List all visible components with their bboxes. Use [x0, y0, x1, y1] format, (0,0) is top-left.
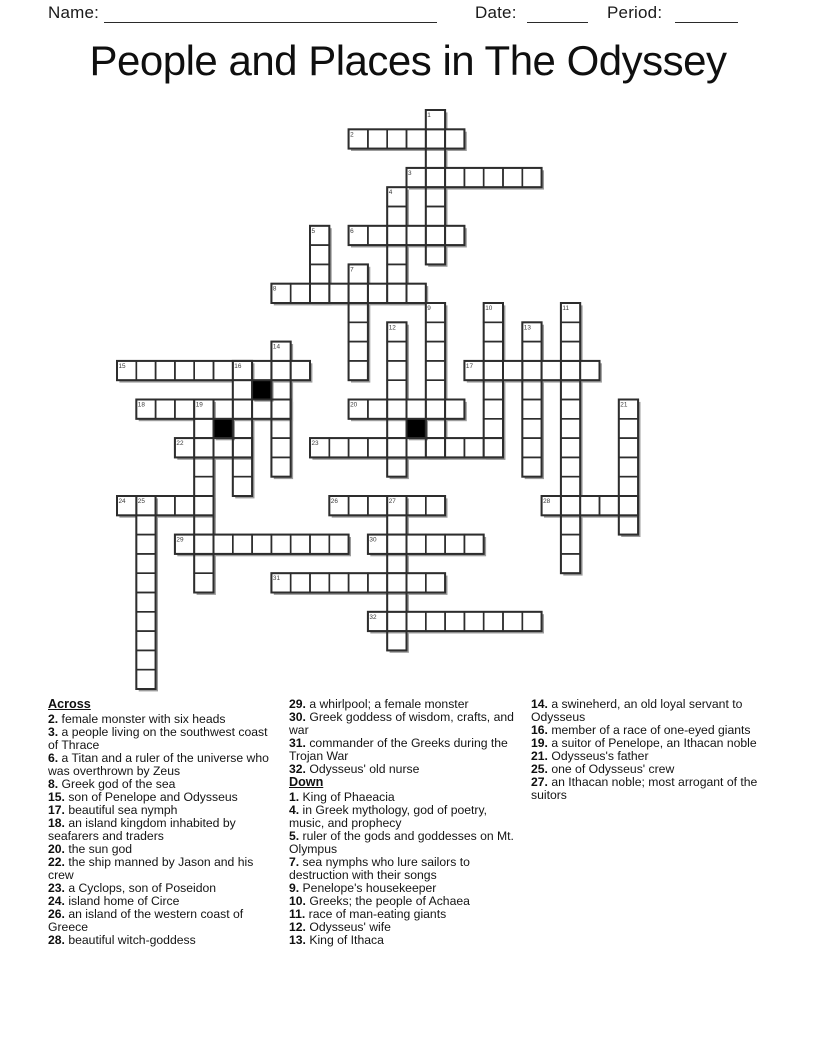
clue-down-14: 14. a swineherd, an old loyal servant to Odysseus [531, 697, 743, 724]
clue-list-heading-down: Down [289, 775, 324, 789]
clue-down-25: 25. one of Odysseus' crew [531, 762, 675, 776]
cell-number: 6 [350, 227, 354, 235]
cell-number: 16 [234, 362, 242, 370]
word-box [271, 573, 445, 592]
clues-column-down-cont [531, 698, 761, 802]
black-cell [252, 380, 271, 399]
cell-number: 5 [311, 227, 316, 235]
name-label: Name: [48, 3, 100, 22]
clue-across-30: 30. Greek goddess of wisdom, crafts, and war [289, 710, 514, 737]
cell-number: 25 [137, 498, 145, 505]
cell-number: 10 [485, 305, 493, 312]
word-box [117, 496, 214, 515]
clue-across-22: 22. the ship manned by Jason and his crew [48, 855, 254, 882]
clues-column-across [48, 698, 278, 947]
word-box [542, 496, 639, 515]
cell-number: 9 [427, 305, 431, 312]
clue-down-10: 10. Greeks; the people of Achaea [289, 894, 470, 908]
word-box [175, 535, 349, 554]
cell-number: 17 [465, 362, 474, 370]
clue-across-20: 20. the sun god [48, 842, 133, 856]
clue-down-27: 27. an Ithacan noble; most arrogant of the suitors [531, 775, 758, 802]
cell-number: 1 [427, 112, 431, 119]
cell-number: 3 [408, 169, 412, 177]
cell-number: 21 [620, 401, 628, 409]
clue-across-6: 6. a Titan and a ruler of the universe who was overthrown by Zeus [48, 751, 269, 778]
cell-number: 31 [272, 575, 281, 583]
cell-number: 20 [350, 401, 358, 409]
clue-down-12: 12. Odysseus' wife [289, 920, 391, 934]
page-title: People and Places in The Odyssey [89, 37, 727, 84]
clue-across-17: 17. beautiful sea nymph [48, 803, 178, 817]
clues-column-mixed [289, 698, 519, 947]
cell-number: 19 [195, 401, 203, 409]
period-label: Period: [607, 3, 663, 22]
cell-number: 14 [272, 343, 281, 351]
cell-number: 15 [118, 362, 126, 370]
cell-number: 23 [311, 440, 319, 448]
cell-number: 24 [118, 498, 126, 505]
cell-number: 11 [562, 305, 570, 312]
cell-number: 26 [330, 498, 338, 505]
word-box [368, 612, 542, 631]
clue-down-1: 1. King of Phaeacia [289, 790, 395, 804]
black-cell [214, 419, 233, 438]
cell-number: 28 [543, 498, 551, 505]
clue-across-26: 26. an island of the western coast of Greece [48, 907, 244, 934]
cell-number: 12 [388, 324, 396, 332]
clue-down-11: 11. race of man-eating giants [289, 907, 447, 921]
clue-across-32: 32. Odysseus' old nurse [289, 762, 420, 776]
cell-number: 30 [369, 536, 377, 544]
cell-number: 22 [176, 440, 184, 448]
clue-across-15: 15. son of Penelope and Odysseus [48, 790, 238, 804]
clue-down-19: 19. a suitor of Penelope, an Ithacan noble [531, 736, 757, 750]
clue-across-29: 29. a whirlpool; a female monster [289, 697, 469, 711]
clue-across-2: 2. female monster with six heads [48, 712, 226, 726]
cell-number: 29 [176, 536, 184, 544]
clue-down-4: 4. in Greek mythology, god of poetry, music, and prophecy [289, 803, 488, 830]
clue-across-31: 31. commander of the Greeks during the Trojan War [289, 736, 508, 763]
clue-across-28: 28. beautiful witch-goddess [48, 933, 196, 947]
clue-down-13: 13. King of Ithaca [289, 933, 384, 947]
clue-across-18: 18. an island kingdom inhabited by seafarers and traders [48, 816, 236, 843]
clue-down-5: 5. ruler of the gods and goddesses on Mt. Olympus [289, 829, 514, 856]
clue-down-16: 16. member of a race of one-eyed giants [531, 723, 751, 737]
clue-list-heading-across: Across [48, 697, 91, 711]
clue-down-9: 9. Penelope's housekeeper [289, 881, 437, 895]
clue-across-24: 24. island home of Circe [48, 894, 180, 908]
cell-number: 18 [137, 401, 145, 409]
cell-number: 2 [350, 131, 354, 139]
cell-number: 8 [272, 285, 277, 293]
clue-across-3: 3. a people living on the southwest coast of Thrace [48, 725, 268, 752]
cell-number: 27 [388, 498, 396, 505]
cell-number: 7 [350, 266, 354, 274]
date-label: Date: [475, 3, 517, 22]
cell-number: 13 [523, 324, 531, 332]
clue-down-7: 7. sea nymphs who lure sailors to destruction with their songs [289, 855, 470, 882]
black-cell [407, 419, 426, 438]
clue-across-23: 23. a Cyclops, son of Poseidon [48, 881, 217, 895]
cell-number: 4 [388, 189, 393, 197]
clue-down-21: 21. Odysseus's father [531, 749, 649, 763]
clue-across-8: 8. Greek god of the sea [48, 777, 176, 791]
cell-number: 32 [369, 613, 377, 621]
